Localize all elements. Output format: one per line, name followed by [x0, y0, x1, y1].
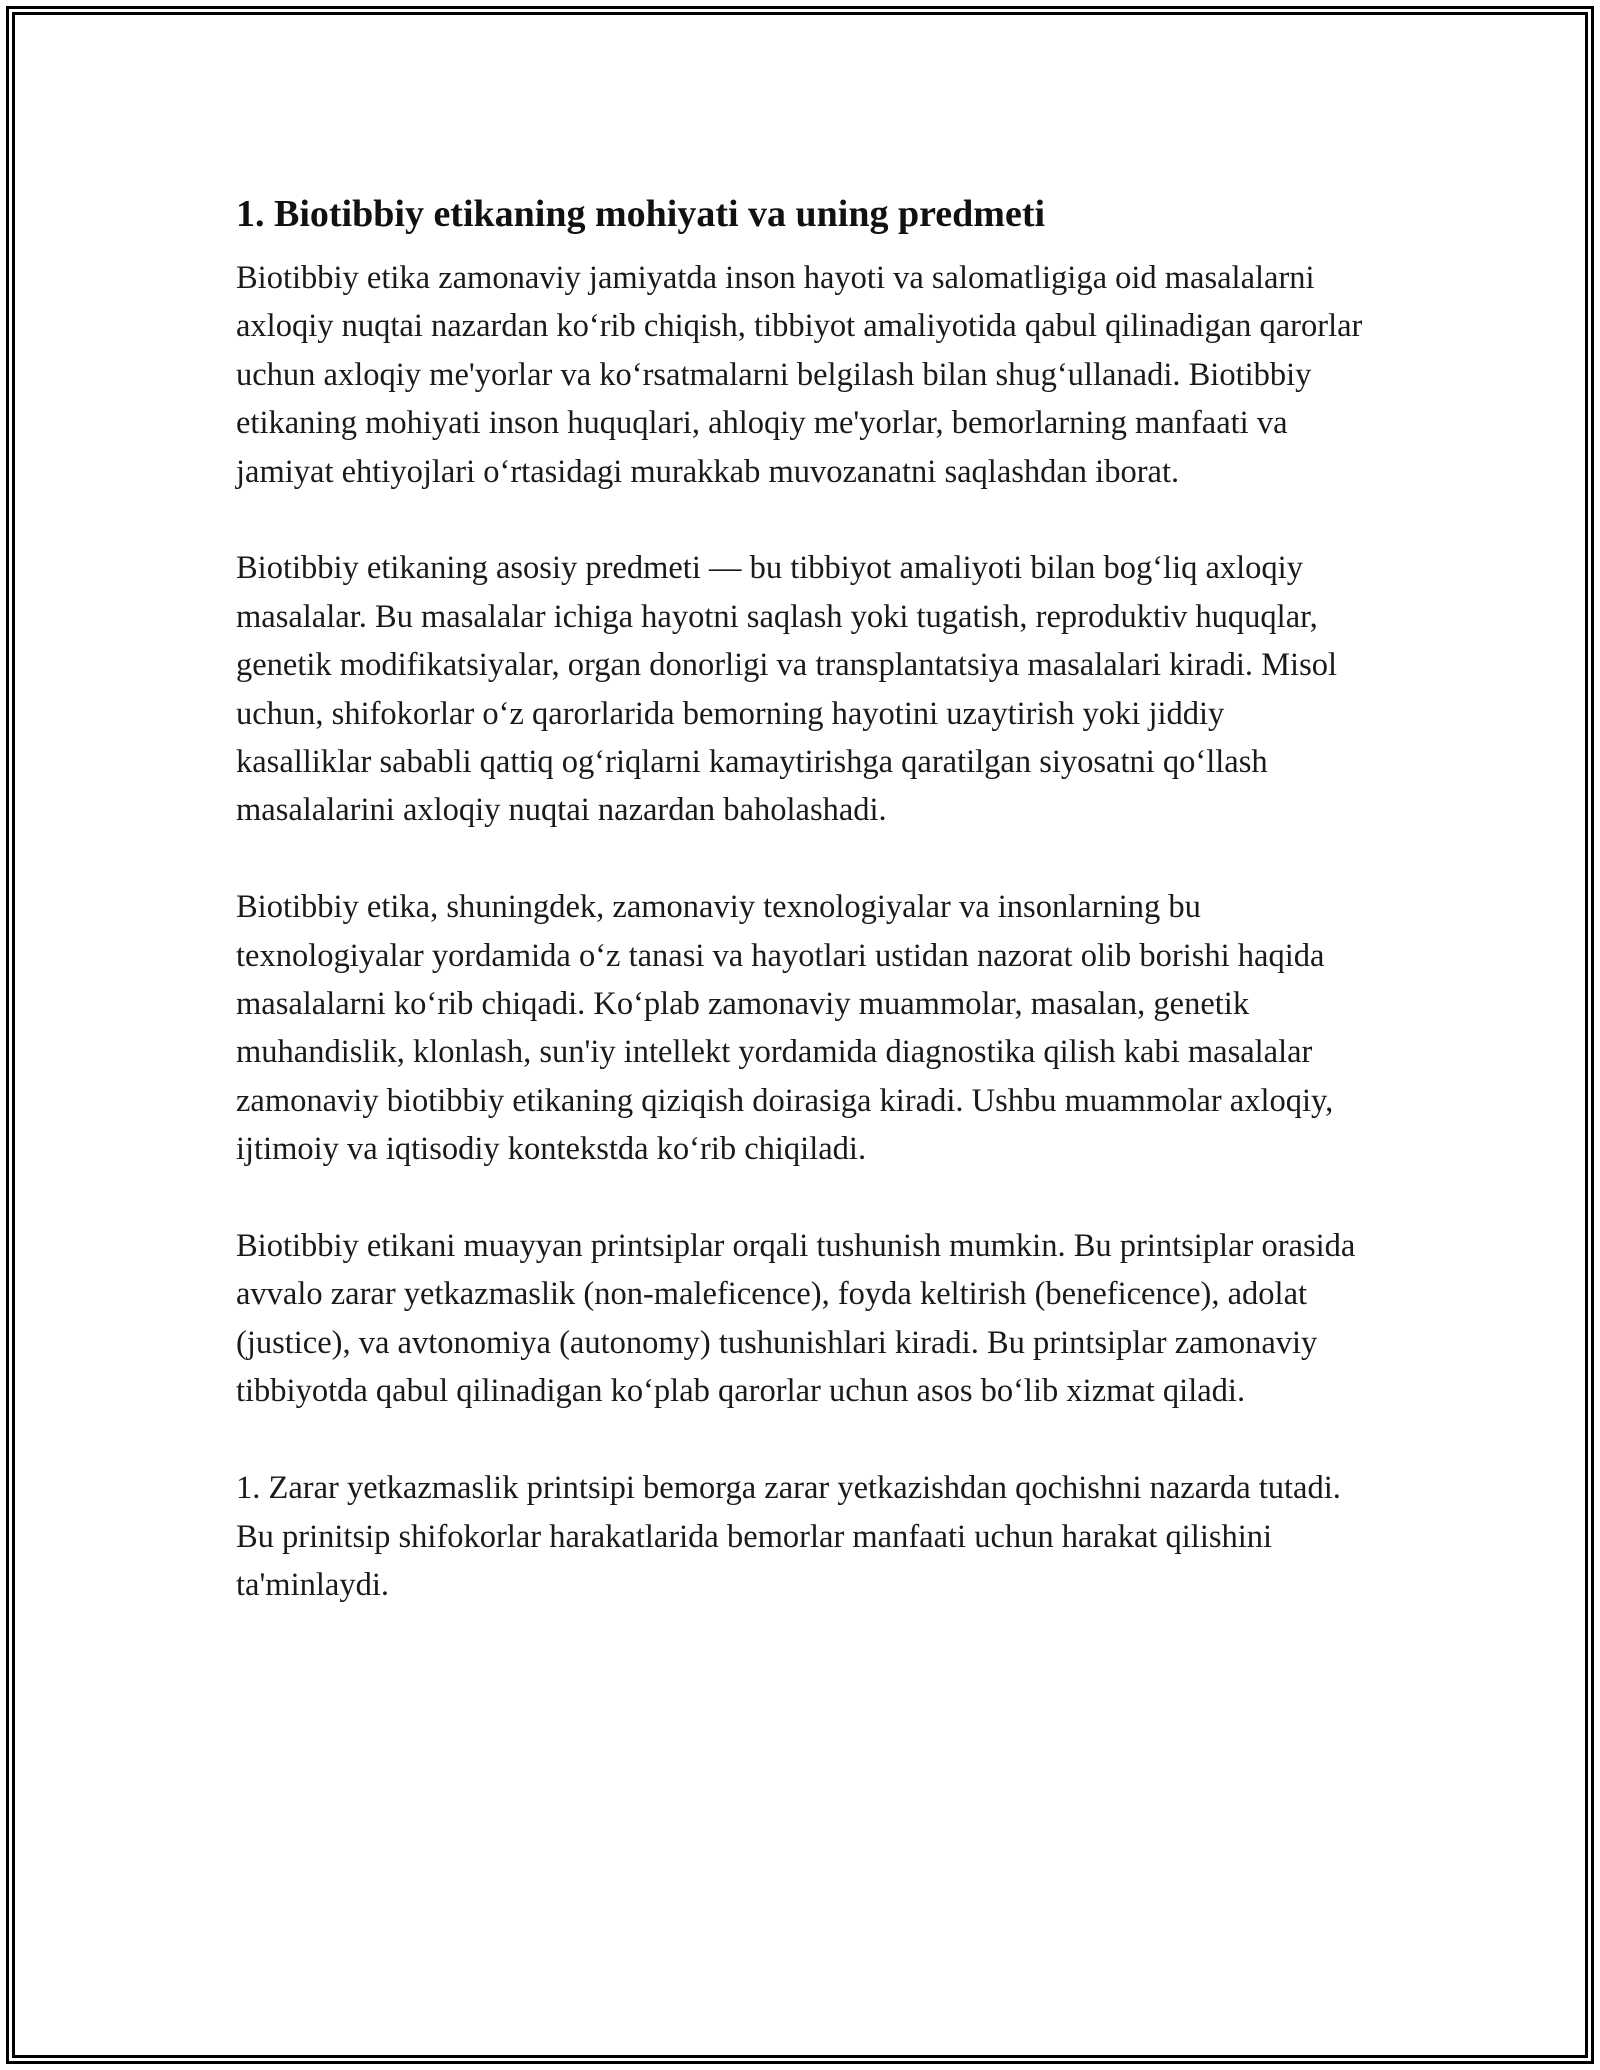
paragraph-subject: Biotibbiy etikaning asosiy predmeti — bu tibbiyot amaliyoti bilan bog‘liq axloqiy masalalar. Bu masalalar ichiga hayotni saqlash yoki tugatish, reproduktiv huquqlar, genetik modifikatsiyalar, organ donorligi va transplantatsiya masalalari kiradi. Misol uchun, shifokorlar o‘z qarorlarida bemorning hayotini uzaytirish yoki jiddiy kasalliklar sababli qattiq og‘riqlarni kamaytirishga qaratilgan siyosatni qo‘llash masalalarini axloqiy nuqtai nazardan baholashadi. [236, 550, 1338, 829]
paragraph-principles: Biotibbiy etikani muayyan printsiplar orqali tushunish mumkin. Bu printsiplar orasida avvalo zarar yetkazmaslik (non-maleficence), foyda keltirish (beneficence), adolat (justice), va avtonomiya (autonomy) tushunishlari kiradi. Bu printsiplar zamonaviy tibbiyotda qabul qilinadigan ko‘plab qarorlar uchun asos bo‘lib xizmat qiladi. [236, 1228, 1356, 1410]
document-body [236, 186, 1366, 1609]
section-heading: 1. Biotibbiy etikaning mohiyati va uning predmeti [236, 193, 1046, 235]
paragraph-non-maleficence: 1. Zarar yetkazmaslik printsipi bemorga zarar yetkazishdan qochishni nazarda tutadi. Bu prinitsip shifokorlar harakatlarida bemorlar manfaati uchun harakat qilishini ta'minlaydi. [236, 1470, 1341, 1603]
paragraph-technologies: Biotibbiy etika, shuningdek, zamonaviy texnologiyalar va insonlarning bu texnologiyalar yordamida o‘z tanasi va hayotlari ustidan nazorat olib borishi haqida masalalarni ko‘rib chiqadi. Ko‘plab zamonaviy muammolar, masalan, genetik muhandislik, klonlash, sun'iy intellekt yordamida diagnostika qilish kabi masalalar zamonaviy biotibbiy etikaning qiziqish doirasiga kiradi. Ushbu muammolar axloqiy, ijtimoiy va iqtisodiy kontekstda ko‘rib chiqiladi. [236, 889, 1334, 1168]
paragraph-essence: Biotibbiy etika zamonaviy jamiyatda inson hayoti va salomatligiga oid masalalarni axloqiy nuqtai nazardan ko‘rib chiqish, tibbiyot amaliyotida qabul qilinadigan qarorlar uchun axloqiy me'yorlar va ko‘rsatmalarni belgilash bilan shug‘ullanadi. Biotibbiy etikaning mohiyati inson huquqlari, ahloqiy me'yorlar, bemorlarning manfaati va jamiyat ehtiyojlari o‘rtasidagi murakkab muvozanatni saqlashdan iborat. [236, 260, 1363, 490]
